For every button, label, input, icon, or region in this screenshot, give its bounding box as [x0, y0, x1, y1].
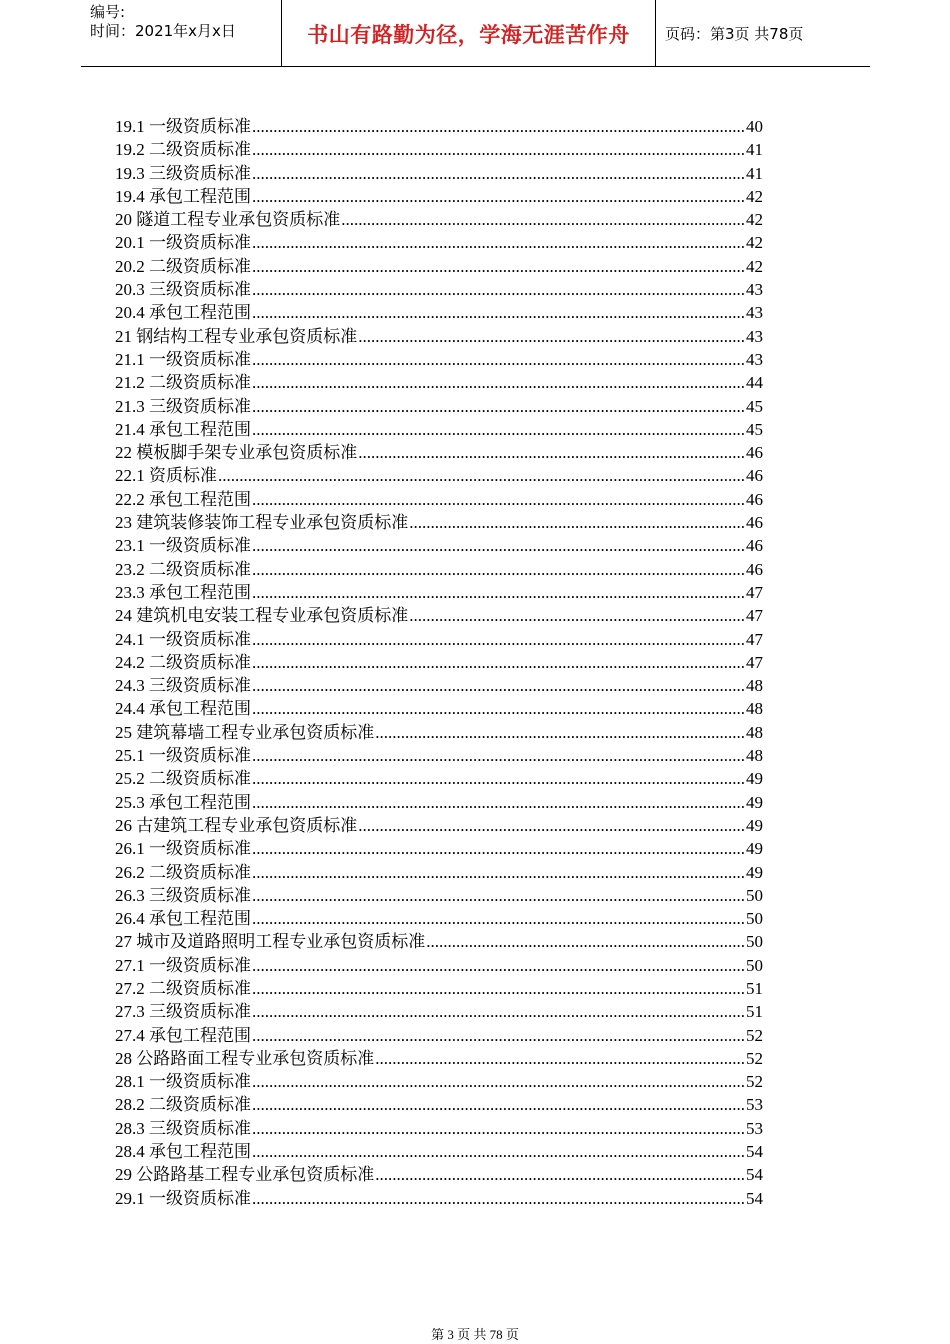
toc-entry[interactable] — [115, 954, 763, 977]
toc-entry-page: 48 — [746, 722, 763, 742]
toc-dot-leader — [252, 1117, 745, 1140]
toc-entry-page: 52 — [746, 1025, 763, 1045]
toc-entry-label: 29.1 一级资质标准 — [115, 1188, 251, 1208]
toc-entry[interactable] — [115, 791, 763, 814]
toc-entry-label: 28.1 一级资质标准 — [115, 1072, 251, 1092]
toc-entry-label: 28.3 三级资质标准 — [115, 1118, 251, 1138]
page-footer: 第 3 页 共 78 页 — [431, 1327, 519, 1342]
toc-entry[interactable] — [115, 744, 763, 767]
toc-entry[interactable] — [115, 1024, 763, 1047]
toc-entry-label: 29 公路路基工程专业承包资质标准 — [115, 1165, 375, 1185]
toc-dot-leader — [358, 814, 745, 837]
toc-entry-label: 21.3 三级资质标准 — [115, 396, 251, 416]
header-meta — [81, 0, 282, 67]
toc-entry[interactable] — [115, 558, 763, 581]
toc-entry-label: 24.1 一级资质标准 — [115, 629, 251, 649]
number-label: 编号: — [90, 3, 126, 21]
toc-dot-leader — [252, 581, 745, 604]
toc-dot-leader — [252, 395, 745, 418]
toc-entry-page: 47 — [746, 629, 763, 649]
toc-dot-leader — [252, 954, 745, 977]
toc-dot-leader — [358, 441, 745, 464]
toc-entry-page: 54 — [746, 1188, 763, 1208]
toc-dot-leader — [252, 1024, 745, 1047]
toc-entry-page: 49 — [746, 769, 763, 789]
toc-entry-page: 46 — [746, 443, 763, 463]
toc-entry[interactable] — [115, 697, 763, 720]
toc-entry-page: 43 — [746, 326, 763, 346]
toc-dot-leader — [252, 488, 745, 511]
toc-dot-leader — [252, 348, 745, 371]
toc-dot-leader — [252, 1187, 745, 1210]
toc-entry-label: 20 隧道工程专业承包资质标准 — [115, 210, 341, 230]
toc-entry-page: 49 — [746, 862, 763, 882]
toc-entry-page: 48 — [746, 746, 763, 766]
toc-entry-page: 40 — [746, 117, 763, 136]
toc-dot-leader — [252, 138, 745, 161]
toc-entry-label: 27.4 承包工程范围 — [115, 1025, 251, 1045]
toc-entry-label: 28.2 二级资质标准 — [115, 1095, 251, 1115]
toc-entry[interactable] — [115, 1000, 763, 1023]
toc-dot-leader — [409, 604, 745, 627]
toc-entry[interactable] — [115, 674, 763, 697]
toc-entry-label: 19.3 三级资质标准 — [115, 163, 251, 183]
toc-entry-page: 42 — [746, 256, 763, 276]
toc-entry-label: 22 模板脚手架专业承包资质标准 — [115, 443, 358, 463]
toc-entry[interactable] — [115, 371, 763, 394]
toc-entry-page: 42 — [746, 210, 763, 230]
toc-entry-page: 46 — [746, 466, 763, 486]
toc-entry-page: 42 — [746, 233, 763, 253]
toc-entry-label: 26 古建筑工程专业承包资质标准 — [115, 815, 358, 835]
toc-entry[interactable] — [115, 651, 763, 674]
toc-entry-page: 41 — [746, 140, 763, 160]
toc-entry-label: 24.4 承包工程范围 — [115, 699, 251, 719]
toc-entry-page: 50 — [746, 955, 763, 975]
toc-entry-label: 23.3 承包工程范围 — [115, 582, 251, 602]
toc-dot-leader — [409, 511, 745, 534]
toc-entry-label: 26.2 二级资质标准 — [115, 862, 251, 882]
time-label: 时间：2021年x月x日 — [90, 22, 236, 40]
toc-dot-leader — [358, 325, 745, 348]
toc-dot-leader — [375, 721, 745, 744]
toc-entry-label: 27.2 二级资质标准 — [115, 978, 251, 998]
toc-entry-label: 25.3 承包工程范围 — [115, 792, 251, 812]
toc-entry[interactable] — [115, 441, 763, 464]
toc-dot-leader — [252, 884, 745, 907]
toc-entry-page: 52 — [746, 1048, 763, 1068]
toc-entry-label: 26.1 一级资质标准 — [115, 839, 251, 859]
header-motto: 书山有路勤为径，学海无涯苦作舟 — [282, 0, 656, 67]
toc-dot-leader — [426, 930, 745, 953]
toc-entry-page: 49 — [746, 839, 763, 859]
toc-entry-page: 54 — [746, 1165, 763, 1185]
toc-dot-leader — [252, 791, 745, 814]
toc-entry[interactable] — [115, 115, 763, 138]
header-page-info: 页码：第3页 共78页 — [665, 25, 804, 43]
toc-entry-label: 21.2 二级资质标准 — [115, 373, 251, 393]
toc-entry-label: 19.1 一级资质标准 — [115, 117, 251, 136]
toc-dot-leader — [375, 1047, 745, 1070]
toc-entry[interactable] — [115, 814, 763, 837]
toc-dot-leader — [252, 651, 745, 674]
toc-entry[interactable] — [115, 721, 763, 744]
toc-dot-leader — [252, 301, 745, 324]
toc-dot-leader — [252, 534, 745, 557]
toc-entry-label: 25.1 一级资质标准 — [115, 746, 251, 766]
toc-entry-label: 26.4 承包工程范围 — [115, 909, 251, 929]
toc-entry-label: 23.1 一级资质标准 — [115, 536, 251, 556]
toc-entry-page: 47 — [746, 652, 763, 672]
toc-entry[interactable] — [115, 1093, 763, 1116]
toc-entry-page: 51 — [746, 978, 763, 998]
toc-dot-leader — [252, 1070, 745, 1093]
toc-dot-leader — [252, 278, 745, 301]
toc-entry-label: 21.4 承包工程范围 — [115, 419, 251, 439]
toc-entry[interactable] — [115, 325, 763, 348]
toc-entry[interactable] — [115, 1070, 763, 1093]
table-of-contents — [115, 115, 763, 1210]
toc-entry-page: 49 — [746, 815, 763, 835]
toc-entry-page: 43 — [746, 349, 763, 369]
toc-entry-page: 48 — [746, 676, 763, 696]
toc-entry[interactable] — [115, 907, 763, 930]
toc-entry[interactable] — [115, 185, 763, 208]
toc-entry[interactable] — [115, 162, 763, 185]
toc-entry-label: 27.1 一级资质标准 — [115, 955, 251, 975]
toc-entry[interactable] — [115, 861, 763, 884]
toc-entry-label: 25.2 二级资质标准 — [115, 769, 251, 789]
toc-dot-leader — [252, 767, 745, 790]
toc-entry-label: 24.2 二级资质标准 — [115, 652, 251, 672]
toc-entry-page: 43 — [746, 303, 763, 323]
toc-entry[interactable] — [115, 255, 763, 278]
toc-dot-leader — [252, 1093, 745, 1116]
toc-dot-leader — [252, 371, 745, 394]
toc-entry-page: 45 — [746, 396, 763, 416]
toc-entry-label: 21 钢结构工程专业承包资质标准 — [115, 326, 358, 346]
toc-entry-label: 22.2 承包工程范围 — [115, 489, 251, 509]
toc-dot-leader — [252, 115, 745, 138]
toc-entry-page: 53 — [746, 1118, 763, 1138]
toc-dot-leader — [341, 208, 745, 231]
toc-entry-label: 22.1 资质标准 — [115, 466, 217, 486]
toc-entry-page: 48 — [746, 699, 763, 719]
toc-entry-label: 21.1 一级资质标准 — [115, 349, 251, 369]
toc-entry-label: 23.2 二级资质标准 — [115, 559, 251, 579]
toc-entry-page: 42 — [746, 186, 763, 206]
toc-dot-leader — [252, 418, 745, 441]
toc-entry-label: 20.2 二级资质标准 — [115, 256, 251, 276]
toc-dot-leader — [252, 837, 745, 860]
toc-entry-label: 24.3 三级资质标准 — [115, 676, 251, 696]
toc-entry-label: 28 公路路面工程专业承包资质标准 — [115, 1048, 375, 1068]
page-header — [81, 0, 870, 67]
toc-entry-page: 46 — [746, 513, 763, 533]
toc-entry[interactable] — [115, 628, 763, 651]
toc-dot-leader — [252, 697, 745, 720]
toc-entry-page: 52 — [746, 1072, 763, 1092]
toc-dot-leader — [252, 977, 745, 1000]
toc-dot-leader — [252, 1140, 745, 1163]
toc-entry-page: 41 — [746, 163, 763, 183]
toc-entry-page: 54 — [746, 1142, 763, 1162]
toc-entry[interactable] — [115, 581, 763, 604]
toc-dot-leader — [252, 744, 745, 767]
toc-dot-leader — [218, 464, 745, 487]
toc-entry[interactable] — [115, 418, 763, 441]
toc-entry[interactable] — [115, 604, 763, 627]
toc-entry-page: 50 — [746, 909, 763, 929]
toc-entry-label: 27.3 三级资质标准 — [115, 1002, 251, 1022]
toc-entry[interactable] — [115, 534, 763, 557]
toc-entry-page: 51 — [746, 1002, 763, 1022]
toc-entry[interactable] — [115, 278, 763, 301]
toc-entry-page: 43 — [746, 280, 763, 300]
toc-entry-label: 20.3 三级资质标准 — [115, 280, 251, 300]
toc-dot-leader — [252, 255, 745, 278]
toc-entry-label: 23 建筑装修装饰工程专业承包资质标准 — [115, 513, 409, 533]
toc-entry-page: 45 — [746, 419, 763, 439]
toc-entry-page: 46 — [746, 536, 763, 556]
toc-entry[interactable] — [115, 138, 763, 161]
toc-entry-page: 47 — [746, 606, 763, 626]
toc-entry[interactable] — [115, 511, 763, 534]
toc-entry-page: 46 — [746, 559, 763, 579]
toc-entry-label: 28.4 承包工程范围 — [115, 1142, 251, 1162]
toc-entry-page: 50 — [746, 885, 763, 905]
toc-entry[interactable] — [115, 488, 763, 511]
toc-entry-label: 19.2 二级资质标准 — [115, 140, 251, 160]
toc-entry-label: 24 建筑机电安装工程专业承包资质标准 — [115, 606, 409, 626]
toc-dot-leader — [252, 907, 745, 930]
toc-dot-leader — [252, 861, 745, 884]
toc-dot-leader — [252, 674, 745, 697]
toc-dot-leader — [252, 558, 745, 581]
toc-entry[interactable] — [115, 767, 763, 790]
toc-entry-label: 20.1 一级资质标准 — [115, 233, 251, 253]
toc-entry-page: 44 — [746, 373, 763, 393]
toc-entry[interactable] — [115, 1047, 763, 1070]
toc-dot-leader — [252, 185, 745, 208]
toc-entry[interactable] — [115, 208, 763, 231]
toc-dot-leader — [252, 162, 745, 185]
toc-dot-leader — [375, 1163, 745, 1186]
toc-entry[interactable] — [115, 884, 763, 907]
toc-entry[interactable] — [115, 395, 763, 418]
toc-entry-page: 49 — [746, 792, 763, 812]
toc-entry-page: 50 — [746, 932, 763, 952]
toc-entry-label: 20.4 承包工程范围 — [115, 303, 251, 323]
toc-entry-page: 53 — [746, 1095, 763, 1115]
toc-dot-leader — [252, 231, 745, 254]
toc-entry[interactable] — [115, 1163, 763, 1186]
toc-entry[interactable] — [115, 348, 763, 371]
toc-entry[interactable] — [115, 977, 763, 1000]
toc-entry[interactable] — [115, 930, 763, 953]
toc-dot-leader — [252, 1000, 745, 1023]
toc-entry[interactable] — [115, 301, 763, 324]
toc-entry[interactable] — [115, 1187, 763, 1210]
toc-entry[interactable] — [115, 837, 763, 860]
toc-entry-label: 25 建筑幕墙工程专业承包资质标准 — [115, 722, 375, 742]
toc-entry[interactable] — [115, 1140, 763, 1163]
toc-entry[interactable] — [115, 464, 763, 487]
toc-entry-label: 27 城市及道路照明工程专业承包资质标准 — [115, 932, 426, 952]
toc-entry[interactable] — [115, 231, 763, 254]
toc-entry-label: 26.3 三级资质标准 — [115, 885, 251, 905]
toc-dot-leader — [252, 628, 745, 651]
toc-entry[interactable] — [115, 1117, 763, 1140]
toc-entry-label: 19.4 承包工程范围 — [115, 186, 251, 206]
toc-entry-page: 47 — [746, 582, 763, 602]
toc-entry-page: 46 — [746, 489, 763, 509]
